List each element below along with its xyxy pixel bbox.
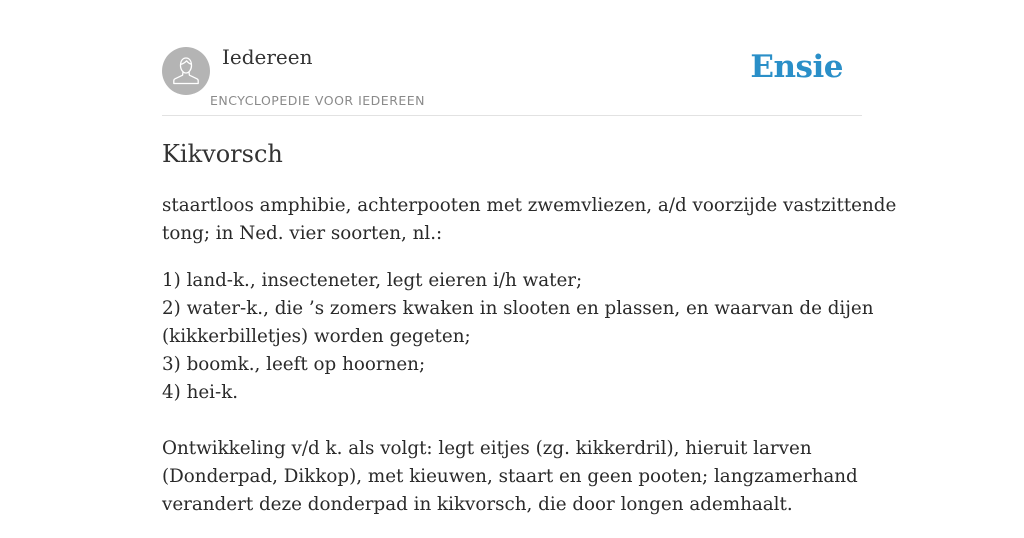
site-subtitle: ENCYCLOPEDIE VOOR IEDEREEN (210, 93, 426, 108)
list-item: 2) water-k., die ’s zomers kwaken in slooten en plassen, en waarvan de dijen (162, 298, 874, 319)
list-item: 3) boomk., leeft op hoornen; (162, 354, 426, 375)
site-header (162, 0, 862, 116)
brand-logo-link[interactable]: Ensie (750, 49, 843, 85)
user-name[interactable]: Iedereen (222, 45, 313, 69)
development-line: (Donderpad, Dikkop), met kieuwen, staart en geen pooten; langzamerhand (162, 466, 858, 487)
page (162, 0, 897, 515)
list-item: (kikkerbilletjes) worden gegeten; (162, 326, 471, 347)
person-outline-icon (162, 47, 210, 95)
user-avatar-icon[interactable] (162, 47, 210, 95)
intro-line: staartloos amphibie, achterpooten met zwemvliezen, a/d voorzijde vastzittende (162, 195, 897, 216)
article-title: Kikvorsch (162, 140, 283, 168)
article-body (162, 192, 897, 538)
development-paragraph (162, 435, 862, 519)
intro-paragraph (162, 192, 897, 248)
intro-line: tong; in Ned. vier soorten, nl.: (162, 223, 443, 244)
list-item: 4) hei-k. (162, 382, 239, 403)
development-line: verandert deze donderpad in kikvorsch, die door longen ademhaalt. (162, 494, 793, 515)
list-item: 1) land-k., insecteneter, legt eieren i/h water; (162, 270, 583, 291)
development-line: Ontwikkeling v/d k. als volgt: legt eitjes (zg. kikkerdril), hieruit larven (162, 438, 812, 459)
species-list (162, 267, 874, 407)
